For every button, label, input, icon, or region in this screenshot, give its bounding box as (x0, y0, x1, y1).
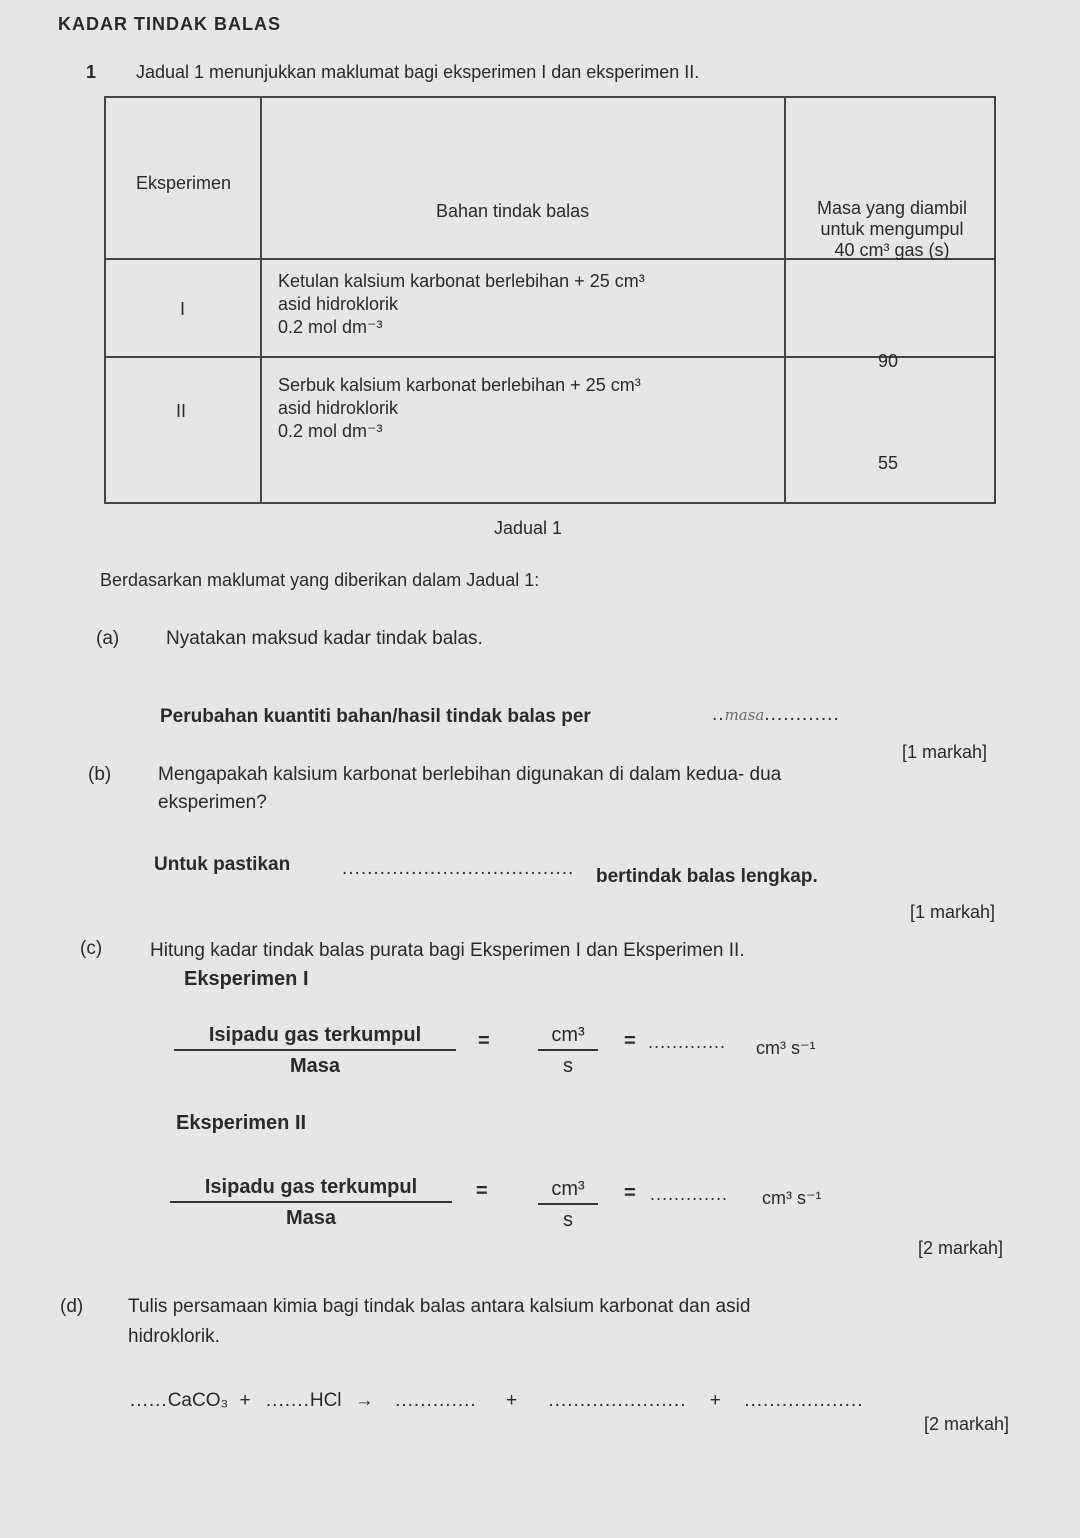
product-blank[interactable]: ................... (744, 1390, 864, 1411)
product-blank[interactable]: ...................... (548, 1390, 687, 1411)
exp1-title: Eksperimen I (184, 968, 309, 990)
data-table (104, 96, 996, 504)
fraction-denominator: Masa (289, 1055, 341, 1077)
part-b-marks: [1 markah] (910, 902, 996, 922)
fraction-denominator: Masa (285, 1207, 337, 1229)
reactant-line: Serbuk kalsium karbonat berlebihan + 25 cm³ (278, 375, 641, 395)
part-c-label: (c) (80, 938, 103, 959)
unit-denominator: s (563, 1209, 573, 1231)
exp2-answer-unit: cm³ s⁻¹ (762, 1188, 822, 1208)
equals-sign: = (476, 1180, 488, 1202)
part-a-marks: [1 markah] (902, 742, 988, 762)
fraction-numerator: Isipadu gas terkumpul (174, 1024, 456, 1051)
exp2-formula-fraction (170, 1176, 452, 1230)
part-a-answer-blank[interactable]: ..masa............ (712, 704, 840, 725)
unit-denominator: s (563, 1055, 573, 1077)
table-cell-experiment: II (176, 401, 187, 421)
table-caption: Jadual 1 (494, 518, 563, 538)
handwritten-answer: masa (724, 706, 765, 724)
table-divider (106, 356, 994, 358)
part-c-marks: [2 markah] (918, 1238, 1004, 1258)
exp2-answer-blank[interactable]: ............. (650, 1184, 729, 1204)
part-d-question-line1: Tulis persamaan kimia bagi tindak balas antara kalsium karbonat dan asid (128, 1296, 751, 1317)
reactant-line: asid hidroklorik (278, 398, 399, 418)
reactant-hcl: HCl (309, 1390, 342, 1411)
table-header-time-line: 40 cm³ gas (s) (834, 240, 950, 260)
exp1-answer-blank[interactable]: ............. (648, 1032, 727, 1052)
table-divider (260, 98, 262, 502)
arrow-icon: → (354, 1390, 374, 1411)
unit-numerator: cm³ (538, 1178, 598, 1205)
table-cell-reactants (278, 374, 641, 443)
equals-sign: = (624, 1030, 636, 1052)
part-b-answer-blank[interactable]: ..................................... (342, 858, 575, 879)
table-cell-experiment: I (180, 299, 186, 319)
chemical-equation (130, 1390, 864, 1412)
table-header-time-line: Masa yang diambil (816, 198, 968, 218)
table-cell-time: 90 (878, 351, 899, 371)
table-divider (784, 98, 786, 502)
part-d-marks: [2 markah] (924, 1414, 1010, 1434)
reactant-line: asid hidroklorik (278, 294, 399, 314)
exp2-title: Eksperimen II (176, 1112, 307, 1134)
fraction-numerator: Isipadu gas terkumpul (170, 1176, 452, 1203)
question-number: 1 (86, 62, 97, 82)
coefficient-blank[interactable]: ...... (130, 1390, 168, 1411)
table-cell-reactants (278, 270, 645, 339)
part-d-question-line2: hidroklorik. (128, 1326, 220, 1347)
equals-sign: = (624, 1182, 636, 1204)
plus-sign: + (505, 1390, 518, 1411)
exp1-answer-unit: cm³ s⁻¹ (756, 1038, 816, 1058)
exp1-unit-fraction (538, 1024, 598, 1078)
table-header-reactants: Bahan tindak balas (436, 201, 590, 221)
unit-numerator: cm³ (538, 1024, 598, 1051)
part-a-answer-prefix: Perubahan kuantiti bahan/hasil tindak balas per (160, 706, 591, 727)
lead-text: Berdasarkan maklumat yang diberikan dalam Jadual 1: (100, 570, 540, 590)
part-b-question-line1: Mengapakah kalsium karbonat berlebihan digunakan di dalam kedua- dua (158, 764, 782, 785)
table-header-experiment: Eksperimen (136, 173, 232, 193)
coefficient-blank[interactable]: ....... (265, 1390, 310, 1411)
plus-sign: + (239, 1390, 251, 1411)
reactant-line: 0.2 mol dm⁻³ (278, 421, 383, 441)
exp1-formula-fraction (174, 1024, 456, 1078)
reactant-line: Ketulan kalsium karbonat berlebihan + 25 cm³ (278, 271, 645, 291)
part-d-label: (d) (60, 1296, 84, 1317)
table-cell-time: 55 (878, 453, 899, 473)
part-b-answer-prefix: Untuk pastikan (154, 854, 291, 875)
part-b-label: (b) (88, 764, 112, 785)
equals-sign: = (478, 1030, 490, 1052)
question-intro: Jadual 1 menunjukkan maklumat bagi eksperimen I dan eksperimen II. (136, 62, 700, 82)
page-heading: KADAR TINDAK BALAS (58, 14, 281, 34)
table-header-time-line: untuk mengumpul (820, 219, 964, 239)
exp2-unit-fraction (538, 1178, 598, 1232)
product-blank[interactable]: ............. (395, 1390, 477, 1411)
part-c-question: Hitung kadar tindak balas purata bagi Eksperimen I dan Eksperimen II. (150, 940, 745, 961)
part-a-question: Nyatakan maksud kadar tindak balas. (166, 628, 483, 649)
reactant-caco3: CaCO₃ (167, 1390, 229, 1411)
part-b-question-line2: eksperimen? (158, 792, 267, 813)
reactant-line: 0.2 mol dm⁻³ (278, 317, 383, 337)
table-header-time (794, 198, 990, 261)
part-b-answer-suffix: bertindak balas lengkap. (596, 866, 818, 887)
part-a-label: (a) (96, 628, 120, 649)
plus-sign: + (709, 1390, 721, 1411)
